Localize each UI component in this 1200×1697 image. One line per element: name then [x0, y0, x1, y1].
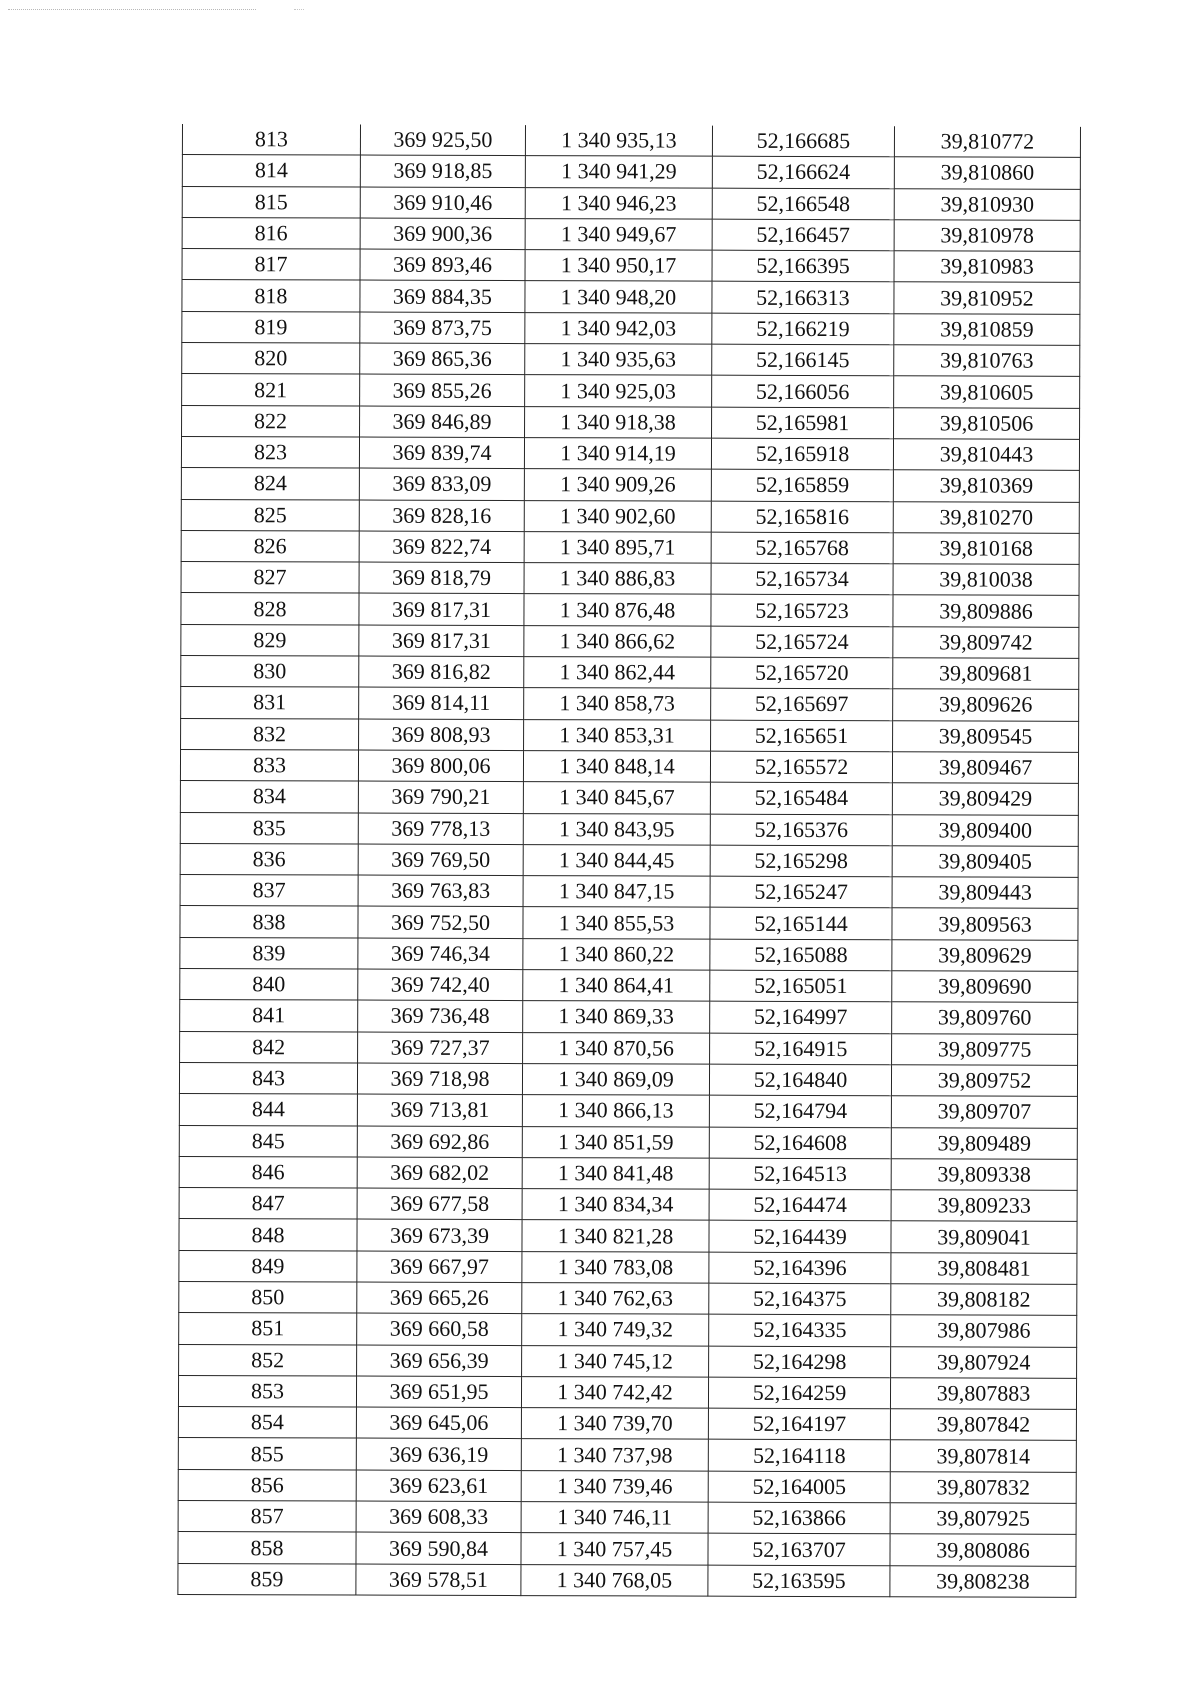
- y-coordinate-cell: 1 340 742,42: [521, 1376, 708, 1408]
- longitude-cell: 39,810930: [894, 188, 1080, 220]
- x-coordinate-cell: 369 752,50: [358, 906, 523, 938]
- y-coordinate-cell: 1 340 739,70: [521, 1408, 708, 1440]
- table-row: [178, 1375, 1076, 1409]
- latitude-cell: 52,165918: [711, 438, 893, 470]
- table-row: [181, 530, 1079, 564]
- point-number-cell: 815: [182, 186, 360, 218]
- y-coordinate-cell: 1 340 843,95: [523, 813, 710, 845]
- longitude-cell: 39,809775: [892, 1033, 1078, 1065]
- point-number-cell: 818: [182, 280, 360, 312]
- x-coordinate-cell: 369 808,93: [359, 719, 524, 751]
- table-row: [178, 1563, 1076, 1597]
- table-row: [182, 374, 1080, 408]
- point-number-cell: 831: [181, 687, 359, 719]
- table-row: [182, 124, 1080, 158]
- latitude-cell: 52,165981: [712, 407, 894, 439]
- latitude-cell: 52,165859: [711, 469, 893, 501]
- table-row: [180, 1000, 1078, 1034]
- table-row: [178, 1501, 1076, 1535]
- y-coordinate-cell: 1 340 762,63: [522, 1283, 709, 1315]
- point-number-cell: 820: [182, 343, 360, 375]
- table-row: [178, 1407, 1076, 1441]
- x-coordinate-cell: 369 900,36: [360, 218, 525, 250]
- latitude-cell: 52,166395: [712, 250, 894, 282]
- y-coordinate-cell: 1 340 851,59: [522, 1126, 709, 1158]
- table-row: [180, 749, 1078, 783]
- longitude-cell: 39,810369: [893, 470, 1079, 502]
- point-number-cell: 825: [181, 499, 359, 531]
- longitude-cell: 39,810605: [894, 376, 1080, 408]
- y-coordinate-cell: 1 340 821,28: [522, 1220, 709, 1252]
- latitude-cell: 52,164259: [708, 1377, 890, 1409]
- y-coordinate-cell: 1 340 918,38: [525, 406, 712, 438]
- x-coordinate-cell: 369 910,46: [360, 187, 525, 219]
- scan-artifact-mark: [294, 9, 304, 11]
- longitude-cell: 39,809760: [892, 1002, 1078, 1034]
- longitude-cell: 39,810270: [893, 501, 1079, 533]
- longitude-cell: 39,810168: [893, 533, 1079, 565]
- latitude-cell: 52,166548: [712, 188, 894, 220]
- table-row: [180, 781, 1078, 815]
- table-row: [180, 937, 1078, 971]
- table-row: [179, 1156, 1077, 1190]
- x-coordinate-cell: 369 873,75: [360, 312, 525, 344]
- y-coordinate-cell: 1 340 845,67: [523, 782, 710, 814]
- x-coordinate-cell: 369 800,06: [358, 750, 523, 782]
- table-row: [180, 1031, 1078, 1065]
- table-row: [179, 1062, 1077, 1096]
- x-coordinate-cell: 369 590,84: [356, 1532, 521, 1564]
- table-row: [181, 624, 1079, 658]
- latitude-cell: 52,164298: [709, 1346, 891, 1378]
- point-number-cell: 857: [178, 1501, 356, 1533]
- point-number-cell: 830: [181, 656, 359, 688]
- x-coordinate-cell: 369 846,89: [360, 406, 525, 438]
- point-number-cell: 858: [178, 1532, 356, 1564]
- y-coordinate-cell: 1 340 768,05: [521, 1564, 708, 1596]
- latitude-cell: 52,165051: [710, 970, 892, 1002]
- y-coordinate-cell: 1 340 950,17: [525, 250, 712, 282]
- x-coordinate-cell: 369 623,61: [356, 1470, 521, 1502]
- table-row: [182, 280, 1080, 314]
- x-coordinate-cell: 369 763,83: [358, 875, 523, 907]
- longitude-cell: 39,809690: [892, 971, 1078, 1003]
- table-row: [181, 562, 1079, 596]
- y-coordinate-cell: 1 340 841,48: [522, 1157, 709, 1189]
- x-coordinate-cell: 369 839,74: [359, 437, 524, 469]
- latitude-cell: 52,163866: [708, 1502, 890, 1534]
- x-coordinate-cell: 369 665,26: [357, 1282, 522, 1314]
- point-number-cell: 839: [180, 937, 358, 969]
- point-number-cell: 840: [180, 969, 358, 1001]
- latitude-cell: 52,164474: [709, 1189, 891, 1221]
- table-row: [182, 343, 1080, 377]
- latitude-cell: 52,163595: [708, 1565, 890, 1597]
- longitude-cell: 39,808182: [891, 1284, 1077, 1316]
- point-number-cell: 848: [179, 1219, 357, 1251]
- x-coordinate-cell: 369 692,86: [357, 1126, 522, 1158]
- point-number-cell: 851: [179, 1313, 357, 1345]
- point-number-cell: 821: [182, 374, 360, 406]
- x-coordinate-cell: 369 736,48: [358, 1000, 523, 1032]
- x-coordinate-cell: 369 778,13: [358, 813, 523, 845]
- latitude-cell: 52,165247: [710, 876, 892, 908]
- point-number-cell: 814: [182, 155, 360, 187]
- latitude-cell: 52,165484: [710, 782, 892, 814]
- longitude-cell: 39,810859: [894, 314, 1080, 346]
- x-coordinate-cell: 369 742,40: [358, 969, 523, 1001]
- longitude-cell: 39,809752: [891, 1065, 1077, 1097]
- longitude-cell: 39,809405: [892, 846, 1078, 878]
- x-coordinate-cell: 369 713,81: [357, 1094, 522, 1126]
- longitude-cell: 39,809400: [892, 814, 1078, 846]
- table-row: [180, 843, 1078, 877]
- y-coordinate-cell: 1 340 942,03: [525, 312, 712, 344]
- y-coordinate-cell: 1 340 848,14: [523, 751, 710, 783]
- x-coordinate-cell: 369 925,50: [360, 125, 525, 156]
- point-number-cell: 813: [182, 124, 360, 155]
- longitude-cell: 39,809886: [893, 595, 1079, 627]
- latitude-cell: 52,166313: [712, 282, 894, 314]
- x-coordinate-cell: 369 918,85: [360, 155, 525, 187]
- longitude-cell: 39,809489: [891, 1127, 1077, 1159]
- coordinates-table-body: [178, 124, 1081, 1597]
- y-coordinate-cell: 1 340 949,67: [525, 218, 712, 250]
- longitude-cell: 39,807986: [891, 1315, 1077, 1347]
- coordinates-table: [177, 124, 1081, 1598]
- longitude-cell: 39,809563: [892, 908, 1078, 940]
- table-row: [179, 1219, 1077, 1253]
- y-coordinate-cell: 1 340 866,13: [522, 1095, 709, 1127]
- y-coordinate-cell: 1 340 869,33: [523, 1001, 710, 1033]
- x-coordinate-cell: 369 884,35: [360, 281, 525, 313]
- x-coordinate-cell: 369 817,31: [359, 594, 524, 626]
- y-coordinate-cell: 1 340 746,11: [521, 1502, 708, 1534]
- table-row: [180, 969, 1078, 1003]
- latitude-cell: 52,165720: [711, 657, 893, 689]
- table-row: [181, 468, 1079, 502]
- table-row: [181, 656, 1079, 690]
- latitude-cell: 52,166624: [712, 156, 894, 188]
- table-row: [179, 1125, 1077, 1159]
- point-number-cell: 854: [178, 1407, 356, 1439]
- y-coordinate-cell: 1 340 858,73: [524, 688, 711, 720]
- point-number-cell: 845: [179, 1125, 357, 1157]
- x-coordinate-cell: 369 855,26: [360, 374, 525, 406]
- point-number-cell: 822: [182, 405, 360, 437]
- x-coordinate-cell: 369 817,31: [359, 625, 524, 657]
- x-coordinate-cell: 369 645,06: [356, 1407, 521, 1439]
- point-number-cell: 835: [180, 812, 358, 844]
- table-row: [182, 186, 1080, 220]
- table-row: [182, 405, 1080, 439]
- y-coordinate-cell: 1 340 935,13: [525, 125, 712, 156]
- table-row: [178, 1532, 1076, 1566]
- point-number-cell: 817: [182, 249, 360, 281]
- point-number-cell: 827: [181, 562, 359, 594]
- longitude-cell: 39,810506: [894, 407, 1080, 439]
- longitude-cell: 39,810772: [894, 126, 1080, 157]
- y-coordinate-cell: 1 340 895,71: [524, 531, 711, 563]
- latitude-cell: 52,164794: [709, 1095, 891, 1127]
- longitude-cell: 39,809233: [891, 1190, 1077, 1222]
- point-number-cell: 826: [181, 530, 359, 562]
- latitude-cell: 52,166685: [712, 126, 894, 157]
- table-row: [182, 155, 1080, 189]
- latitude-cell: 52,164118: [708, 1440, 890, 1472]
- longitude-cell: 39,809742: [893, 626, 1079, 658]
- point-number-cell: 816: [182, 217, 360, 249]
- point-number-cell: 823: [181, 436, 359, 468]
- latitude-cell: 52,165298: [710, 845, 892, 877]
- longitude-cell: 39,808481: [891, 1252, 1077, 1284]
- x-coordinate-cell: 369 746,34: [358, 938, 523, 970]
- y-coordinate-cell: 1 340 948,20: [525, 281, 712, 313]
- x-coordinate-cell: 369 718,98: [357, 1063, 522, 1095]
- latitude-cell: 52,164335: [709, 1314, 891, 1346]
- y-coordinate-cell: 1 340 860,22: [523, 938, 710, 970]
- longitude-cell: 39,809545: [893, 720, 1079, 752]
- longitude-cell: 39,810952: [894, 282, 1080, 314]
- latitude-cell: 52,165088: [710, 939, 892, 971]
- table-row: [181, 593, 1079, 627]
- latitude-cell: 52,165723: [711, 595, 893, 627]
- table-row: [179, 1188, 1077, 1222]
- table-row: [179, 1313, 1077, 1347]
- y-coordinate-cell: 1 340 739,46: [521, 1470, 708, 1502]
- longitude-cell: 39,810983: [894, 251, 1080, 283]
- latitude-cell: 52,165651: [711, 720, 893, 752]
- table-row: [178, 1469, 1076, 1503]
- point-number-cell: 856: [178, 1469, 356, 1501]
- point-number-cell: 838: [180, 906, 358, 938]
- y-coordinate-cell: 1 340 783,08: [522, 1251, 709, 1283]
- y-coordinate-cell: 1 340 862,44: [524, 657, 711, 689]
- point-number-cell: 843: [179, 1062, 357, 1094]
- y-coordinate-cell: 1 340 876,48: [524, 594, 711, 626]
- longitude-cell: 39,807924: [891, 1346, 1077, 1378]
- y-coordinate-cell: 1 340 909,26: [524, 469, 711, 501]
- table-row: [182, 249, 1080, 283]
- latitude-cell: 52,164005: [708, 1471, 890, 1503]
- point-number-cell: 819: [182, 311, 360, 343]
- latitude-cell: 52,165697: [711, 689, 893, 721]
- x-coordinate-cell: 369 816,82: [359, 656, 524, 688]
- latitude-cell: 52,166056: [712, 376, 894, 408]
- latitude-cell: 52,164197: [708, 1408, 890, 1440]
- y-coordinate-cell: 1 340 866,62: [524, 625, 711, 657]
- latitude-cell: 52,166145: [712, 344, 894, 376]
- longitude-cell: 39,809629: [892, 939, 1078, 971]
- y-coordinate-cell: 1 340 844,45: [523, 844, 710, 876]
- longitude-cell: 39,809429: [892, 783, 1078, 815]
- x-coordinate-cell: 369 660,58: [357, 1313, 522, 1345]
- table-row: [181, 718, 1079, 752]
- scan-artifact-line: [8, 9, 256, 11]
- y-coordinate-cell: 1 340 847,15: [523, 876, 710, 908]
- point-number-cell: 836: [180, 843, 358, 875]
- latitude-cell: 52,166457: [712, 219, 894, 251]
- y-coordinate-cell: 1 340 855,53: [523, 907, 710, 939]
- x-coordinate-cell: 369 727,37: [358, 1032, 523, 1064]
- point-number-cell: 844: [179, 1094, 357, 1126]
- table-row: [180, 906, 1078, 940]
- longitude-cell: 39,810763: [894, 345, 1080, 377]
- x-coordinate-cell: 369 893,46: [360, 249, 525, 281]
- y-coordinate-cell: 1 340 737,98: [521, 1439, 708, 1471]
- longitude-cell: 39,809041: [891, 1221, 1077, 1253]
- table-row: [179, 1250, 1077, 1284]
- longitude-cell: 39,809681: [893, 658, 1079, 690]
- latitude-cell: 52,165376: [710, 814, 892, 846]
- latitude-cell: 52,165572: [710, 751, 892, 783]
- x-coordinate-cell: 369 865,36: [360, 343, 525, 375]
- table-row: [179, 1281, 1077, 1315]
- x-coordinate-cell: 369 677,58: [357, 1188, 522, 1220]
- table-row: [181, 499, 1079, 533]
- point-number-cell: 855: [178, 1438, 356, 1470]
- y-coordinate-cell: 1 340 869,09: [522, 1063, 709, 1095]
- latitude-cell: 52,164915: [710, 1033, 892, 1065]
- longitude-cell: 39,807883: [890, 1378, 1076, 1410]
- longitude-cell: 39,807842: [890, 1409, 1076, 1441]
- y-coordinate-cell: 1 340 914,19: [524, 438, 711, 470]
- x-coordinate-cell: 369 822,74: [359, 531, 524, 563]
- point-number-cell: 847: [179, 1188, 357, 1220]
- y-coordinate-cell: 1 340 870,56: [523, 1032, 710, 1064]
- y-coordinate-cell: 1 340 925,03: [525, 375, 712, 407]
- latitude-cell: 52,165724: [711, 626, 893, 658]
- point-number-cell: 849: [179, 1250, 357, 1282]
- y-coordinate-cell: 1 340 886,83: [524, 563, 711, 595]
- latitude-cell: 52,166219: [712, 313, 894, 345]
- latitude-cell: 52,164396: [709, 1252, 891, 1284]
- longitude-cell: 39,807925: [890, 1503, 1076, 1535]
- table-row: [182, 217, 1080, 251]
- y-coordinate-cell: 1 340 864,41: [523, 970, 710, 1002]
- point-number-cell: 853: [178, 1375, 356, 1407]
- point-number-cell: 841: [180, 1000, 358, 1032]
- y-coordinate-cell: 1 340 902,60: [524, 500, 711, 532]
- x-coordinate-cell: 369 818,79: [359, 562, 524, 594]
- latitude-cell: 52,165768: [711, 532, 893, 564]
- longitude-cell: 39,807832: [890, 1471, 1076, 1503]
- latitude-cell: 52,165734: [711, 563, 893, 595]
- point-number-cell: 852: [179, 1344, 357, 1376]
- longitude-cell: 39,809338: [891, 1159, 1077, 1191]
- latitude-cell: 52,164375: [709, 1283, 891, 1315]
- latitude-cell: 52,164997: [710, 1001, 892, 1033]
- latitude-cell: 52,165144: [710, 908, 892, 940]
- y-coordinate-cell: 1 340 757,45: [521, 1533, 708, 1565]
- longitude-cell: 39,807814: [890, 1440, 1076, 1472]
- x-coordinate-cell: 369 673,39: [357, 1219, 522, 1251]
- table-row: [181, 436, 1079, 470]
- longitude-cell: 39,809467: [892, 752, 1078, 784]
- point-number-cell: 824: [181, 468, 359, 500]
- x-coordinate-cell: 369 769,50: [358, 844, 523, 876]
- x-coordinate-cell: 369 636,19: [356, 1439, 521, 1471]
- y-coordinate-cell: 1 340 749,32: [522, 1314, 709, 1346]
- point-number-cell: 832: [181, 718, 359, 750]
- point-number-cell: 846: [179, 1156, 357, 1188]
- y-coordinate-cell: 1 340 745,12: [522, 1345, 709, 1377]
- x-coordinate-cell: 369 651,95: [356, 1376, 521, 1408]
- y-coordinate-cell: 1 340 935,63: [525, 344, 712, 376]
- longitude-cell: 39,810978: [894, 220, 1080, 252]
- x-coordinate-cell: 369 656,39: [357, 1345, 522, 1377]
- longitude-cell: 39,810038: [893, 564, 1079, 596]
- latitude-cell: 52,164608: [709, 1127, 891, 1159]
- point-number-cell: 828: [181, 593, 359, 625]
- point-number-cell: 859: [178, 1563, 356, 1595]
- point-number-cell: 829: [181, 624, 359, 656]
- point-number-cell: 834: [180, 781, 358, 813]
- x-coordinate-cell: 369 682,02: [357, 1157, 522, 1189]
- x-coordinate-cell: 369 667,97: [357, 1251, 522, 1283]
- x-coordinate-cell: 369 578,51: [356, 1564, 521, 1596]
- longitude-cell: 39,808238: [890, 1565, 1076, 1597]
- x-coordinate-cell: 369 608,33: [356, 1501, 521, 1533]
- y-coordinate-cell: 1 340 853,31: [524, 719, 711, 751]
- point-number-cell: 833: [180, 749, 358, 781]
- y-coordinate-cell: 1 340 946,23: [525, 187, 712, 219]
- x-coordinate-cell: 369 814,11: [359, 687, 524, 719]
- latitude-cell: 52,164439: [709, 1221, 891, 1253]
- table-row: [179, 1094, 1077, 1128]
- table-row: [180, 875, 1078, 909]
- latitude-cell: 52,164513: [709, 1158, 891, 1190]
- x-coordinate-cell: 369 790,21: [358, 781, 523, 813]
- table-row: [179, 1344, 1077, 1378]
- longitude-cell: 39,809443: [892, 877, 1078, 909]
- longitude-cell: 39,810443: [893, 439, 1079, 471]
- x-coordinate-cell: 369 833,09: [359, 468, 524, 500]
- point-number-cell: 850: [179, 1281, 357, 1313]
- table-row: [178, 1438, 1076, 1472]
- longitude-cell: 39,808086: [890, 1534, 1076, 1566]
- latitude-cell: 52,163707: [708, 1534, 890, 1566]
- table-row: [182, 311, 1080, 345]
- longitude-cell: 39,810860: [894, 157, 1080, 189]
- latitude-cell: 52,165816: [711, 501, 893, 533]
- table-row: [181, 687, 1079, 721]
- point-number-cell: 842: [180, 1031, 358, 1063]
- longitude-cell: 39,809626: [893, 689, 1079, 721]
- y-coordinate-cell: 1 340 941,29: [525, 156, 712, 188]
- point-number-cell: 837: [180, 875, 358, 907]
- latitude-cell: 52,164840: [709, 1064, 891, 1096]
- x-coordinate-cell: 369 828,16: [359, 500, 524, 532]
- y-coordinate-cell: 1 340 834,34: [522, 1189, 709, 1221]
- longitude-cell: 39,809707: [891, 1096, 1077, 1128]
- table-row: [180, 812, 1078, 846]
